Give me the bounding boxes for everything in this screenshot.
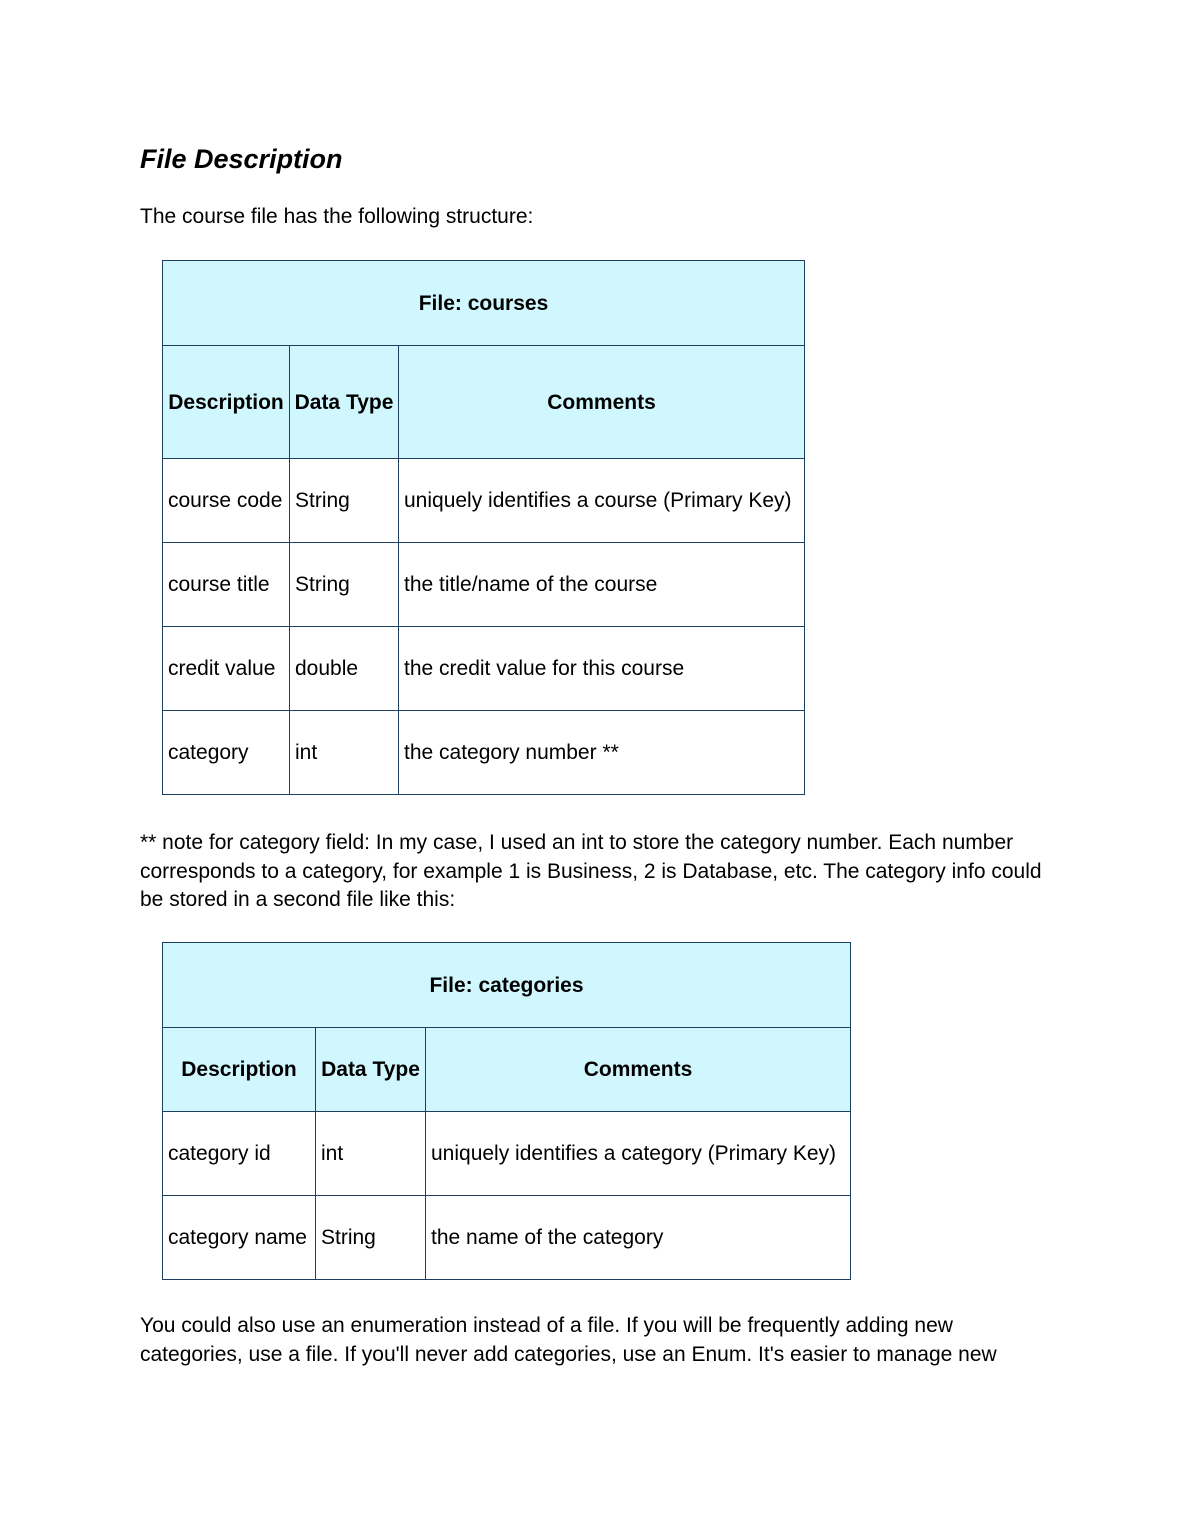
table-cell: double	[290, 627, 399, 711]
table-cell: category name	[163, 1196, 316, 1280]
closing-paragraph: You could also use an enumeration instead of a file. If you will be frequently adding new categories, use a file. If you'll never add categories, use an Enum. It's easier to manage new	[140, 1314, 997, 1366]
table-cell: credit value	[163, 627, 290, 711]
table-row	[163, 1112, 851, 1196]
table-caption: File: categories	[163, 943, 851, 1028]
table-caption-row	[163, 261, 805, 346]
table-cell: int	[316, 1112, 426, 1196]
column-header: Description	[163, 346, 290, 459]
table-cell: int	[290, 711, 399, 795]
table-row	[163, 711, 805, 795]
table-cell: the title/name of the course	[399, 543, 805, 627]
courses-table	[162, 260, 805, 795]
column-header: Description	[163, 1028, 316, 1112]
column-header: Comments	[426, 1028, 851, 1112]
table-header-row	[163, 346, 805, 459]
categories-table	[162, 942, 851, 1280]
table-header-row	[163, 1028, 851, 1112]
table-cell: course title	[163, 543, 290, 627]
category-note-paragraph: ** note for category field: In my case, I used an int to store the category number. Each number corresponds to a category, for example 1 is Business, 2 is Database, etc. The category info could be stored in a second file like this:	[140, 831, 1042, 911]
page-title: File Description	[140, 144, 343, 174]
table-cell: the name of the category	[426, 1196, 851, 1280]
column-header: Data Type	[316, 1028, 426, 1112]
column-header: Comments	[399, 346, 805, 459]
table-row	[163, 543, 805, 627]
table-cell: uniquely identifies a category (Primary Key)	[426, 1112, 851, 1196]
table-caption-row	[163, 943, 851, 1028]
table-cell: String	[290, 459, 399, 543]
intro-paragraph: The course file has the following structure:	[140, 205, 534, 228]
table-caption: File: courses	[163, 261, 805, 346]
table-cell: String	[290, 543, 399, 627]
table-row	[163, 1196, 851, 1280]
column-header: Data Type	[290, 346, 399, 459]
table-cell: category id	[163, 1112, 316, 1196]
table-row	[163, 627, 805, 711]
table-cell: course code	[163, 459, 290, 543]
table-cell: uniquely identifies a course (Primary Key)	[399, 459, 805, 543]
table-cell: the credit value for this course	[399, 627, 805, 711]
table-cell: the category number **	[399, 711, 805, 795]
table-row	[163, 459, 805, 543]
table-cell: category	[163, 711, 290, 795]
table-cell: String	[316, 1196, 426, 1280]
